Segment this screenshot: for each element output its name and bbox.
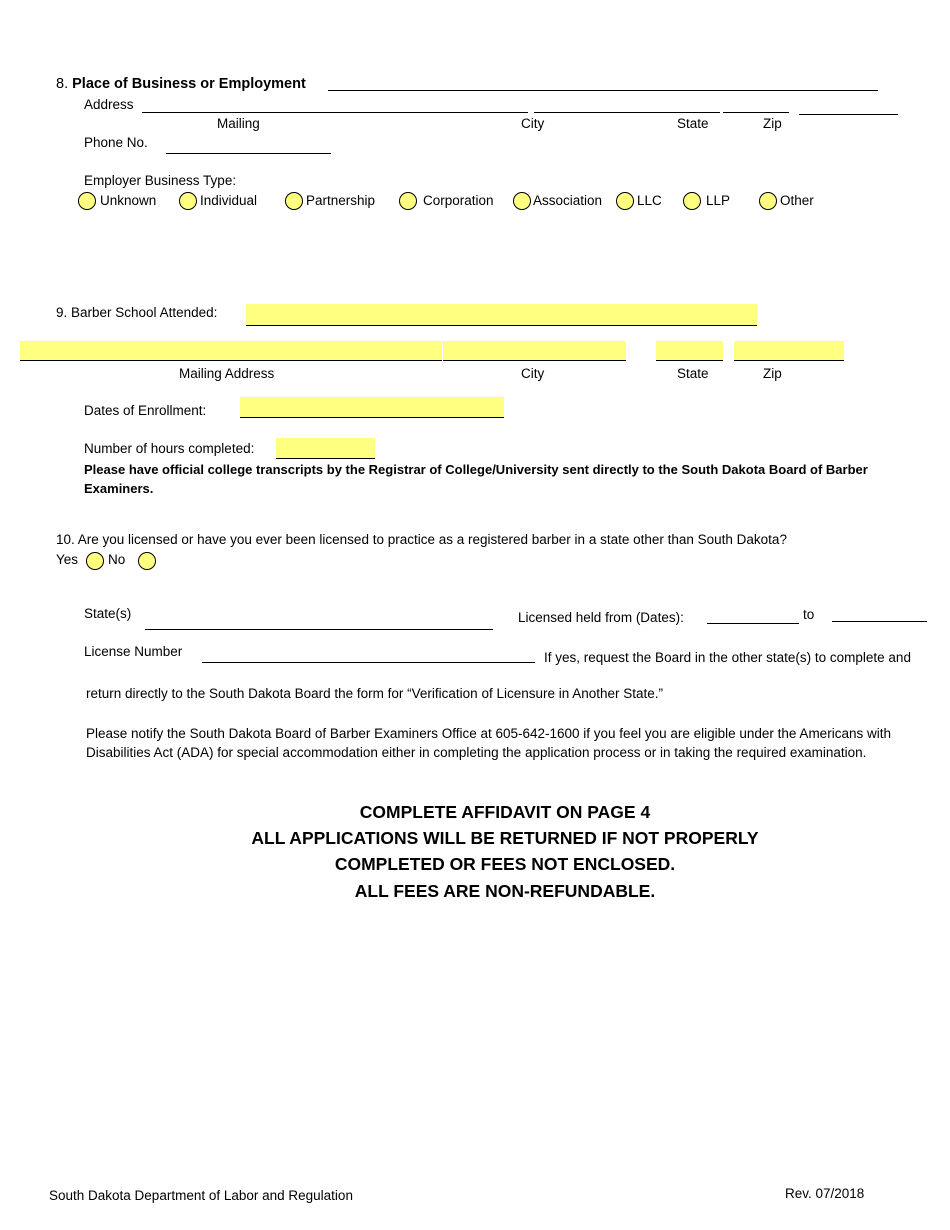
radio-other[interactable]: [759, 192, 777, 210]
license-number-label: License Number: [84, 644, 183, 659]
dates-enrollment-field[interactable]: [240, 397, 504, 418]
hours-completed-label: Number of hours completed:: [84, 441, 255, 456]
zip-caption: Zip: [763, 116, 782, 131]
radio-other-label: Other: [780, 193, 814, 208]
radio-llc-label: LLC: [637, 193, 662, 208]
notice-line-4: ALL FEES ARE NON-REFUNDABLE.: [354, 881, 656, 901]
school-zip-field[interactable]: [734, 341, 844, 361]
school-city-caption: City: [521, 366, 545, 381]
business-zip-field[interactable]: [799, 114, 898, 115]
radio-association[interactable]: [513, 192, 531, 210]
licensed-from-date-field[interactable]: [707, 623, 799, 624]
notice-line-2: ALL APPLICATIONS WILL BE RETURNED IF NOT PROPERLY: [251, 828, 759, 848]
radio-association-label: Association: [533, 193, 603, 208]
radio-unknown-label: Unknown: [100, 193, 157, 208]
licensed-to-date-field[interactable]: [832, 621, 927, 622]
radio-individual-label: Individual: [200, 193, 258, 208]
radio-yes[interactable]: [86, 552, 104, 570]
barber-school-field[interactable]: [246, 304, 757, 326]
business-city-field[interactable]: [534, 112, 720, 113]
section-8-number: 8.: [56, 76, 69, 92]
ada-notice: Please notify the South Dakota Board of Barber Examiners Office at 605-642-1600 if you feel you are eligible under the Americans with Disabilities Act (ADA) for special accommodation either in completing the application process or in taking the required examination.: [86, 726, 891, 760]
section-9-label: 9. Barber School Attended:: [56, 305, 218, 320]
transcript-notice: Please have official college transcripts by the Registrar of College/University sent directly to the South Dakota Board of Barber Examiners.: [84, 462, 868, 496]
footer-revision: Rev. 07/2018: [785, 1186, 865, 1201]
section-10-question: 10. Are you licensed or have you ever been licensed to practice as a registered barber in a state other than South Dakota?: [56, 532, 787, 547]
radio-no[interactable]: [138, 552, 156, 570]
phone-label: Phone No.: [84, 135, 148, 150]
radio-llc[interactable]: [616, 192, 634, 210]
no-label: No: [108, 552, 126, 567]
radio-individual[interactable]: [179, 192, 197, 210]
to-label: to: [803, 607, 815, 622]
address-label: Address: [84, 97, 134, 112]
business-name-field[interactable]: [328, 90, 878, 91]
yes-label: Yes: [56, 552, 79, 567]
business-mailing-field[interactable]: [142, 112, 528, 113]
dates-enrollment-label: Dates of Enrollment:: [84, 403, 207, 418]
states-field[interactable]: [145, 629, 493, 630]
mailing-caption: Mailing: [217, 116, 260, 131]
return-text: return directly to the South Dakota Board the form for “Verification of Licensure in Another State.”: [86, 686, 664, 701]
state-caption: State: [677, 116, 709, 131]
license-number-field[interactable]: [202, 662, 535, 663]
licensed-from-label: Licensed held from (Dates):: [518, 610, 684, 625]
radio-corporation-label: Corporation: [423, 193, 494, 208]
radio-partnership-label: Partnership: [306, 193, 376, 208]
states-label: State(s): [84, 606, 132, 621]
school-state-field[interactable]: [656, 341, 723, 361]
if-yes-text: If yes, request the Board in the other state(s) to complete and: [544, 650, 911, 665]
school-mailing-address-field[interactable]: [20, 341, 442, 361]
school-mailing-caption: Mailing Address: [179, 366, 275, 381]
section-8-title: Place of Business or Employment: [72, 76, 306, 92]
phone-field[interactable]: [166, 153, 331, 154]
city-caption: City: [521, 116, 545, 131]
section-8-heading: [56, 76, 306, 92]
school-zip-caption: Zip: [763, 366, 782, 381]
school-city-field[interactable]: [443, 341, 626, 361]
radio-partnership[interactable]: [285, 192, 303, 210]
notice-line-1: COMPLETE AFFIDAVIT ON PAGE 4: [359, 802, 651, 822]
radio-corporation[interactable]: [399, 192, 417, 210]
radio-llp-label: LLP: [706, 193, 731, 208]
business-state-field[interactable]: [723, 112, 789, 113]
hours-completed-field[interactable]: [276, 438, 375, 459]
business-type-label: Employer Business Type:: [84, 173, 237, 188]
school-state-caption: State: [677, 366, 709, 381]
footer-department: South Dakota Department of Labor and Regulation: [49, 1188, 353, 1203]
notice-line-3: COMPLETED OR FEES NOT ENCLOSED.: [334, 854, 676, 874]
radio-unknown[interactable]: [78, 192, 96, 210]
radio-llp[interactable]: [683, 192, 701, 210]
